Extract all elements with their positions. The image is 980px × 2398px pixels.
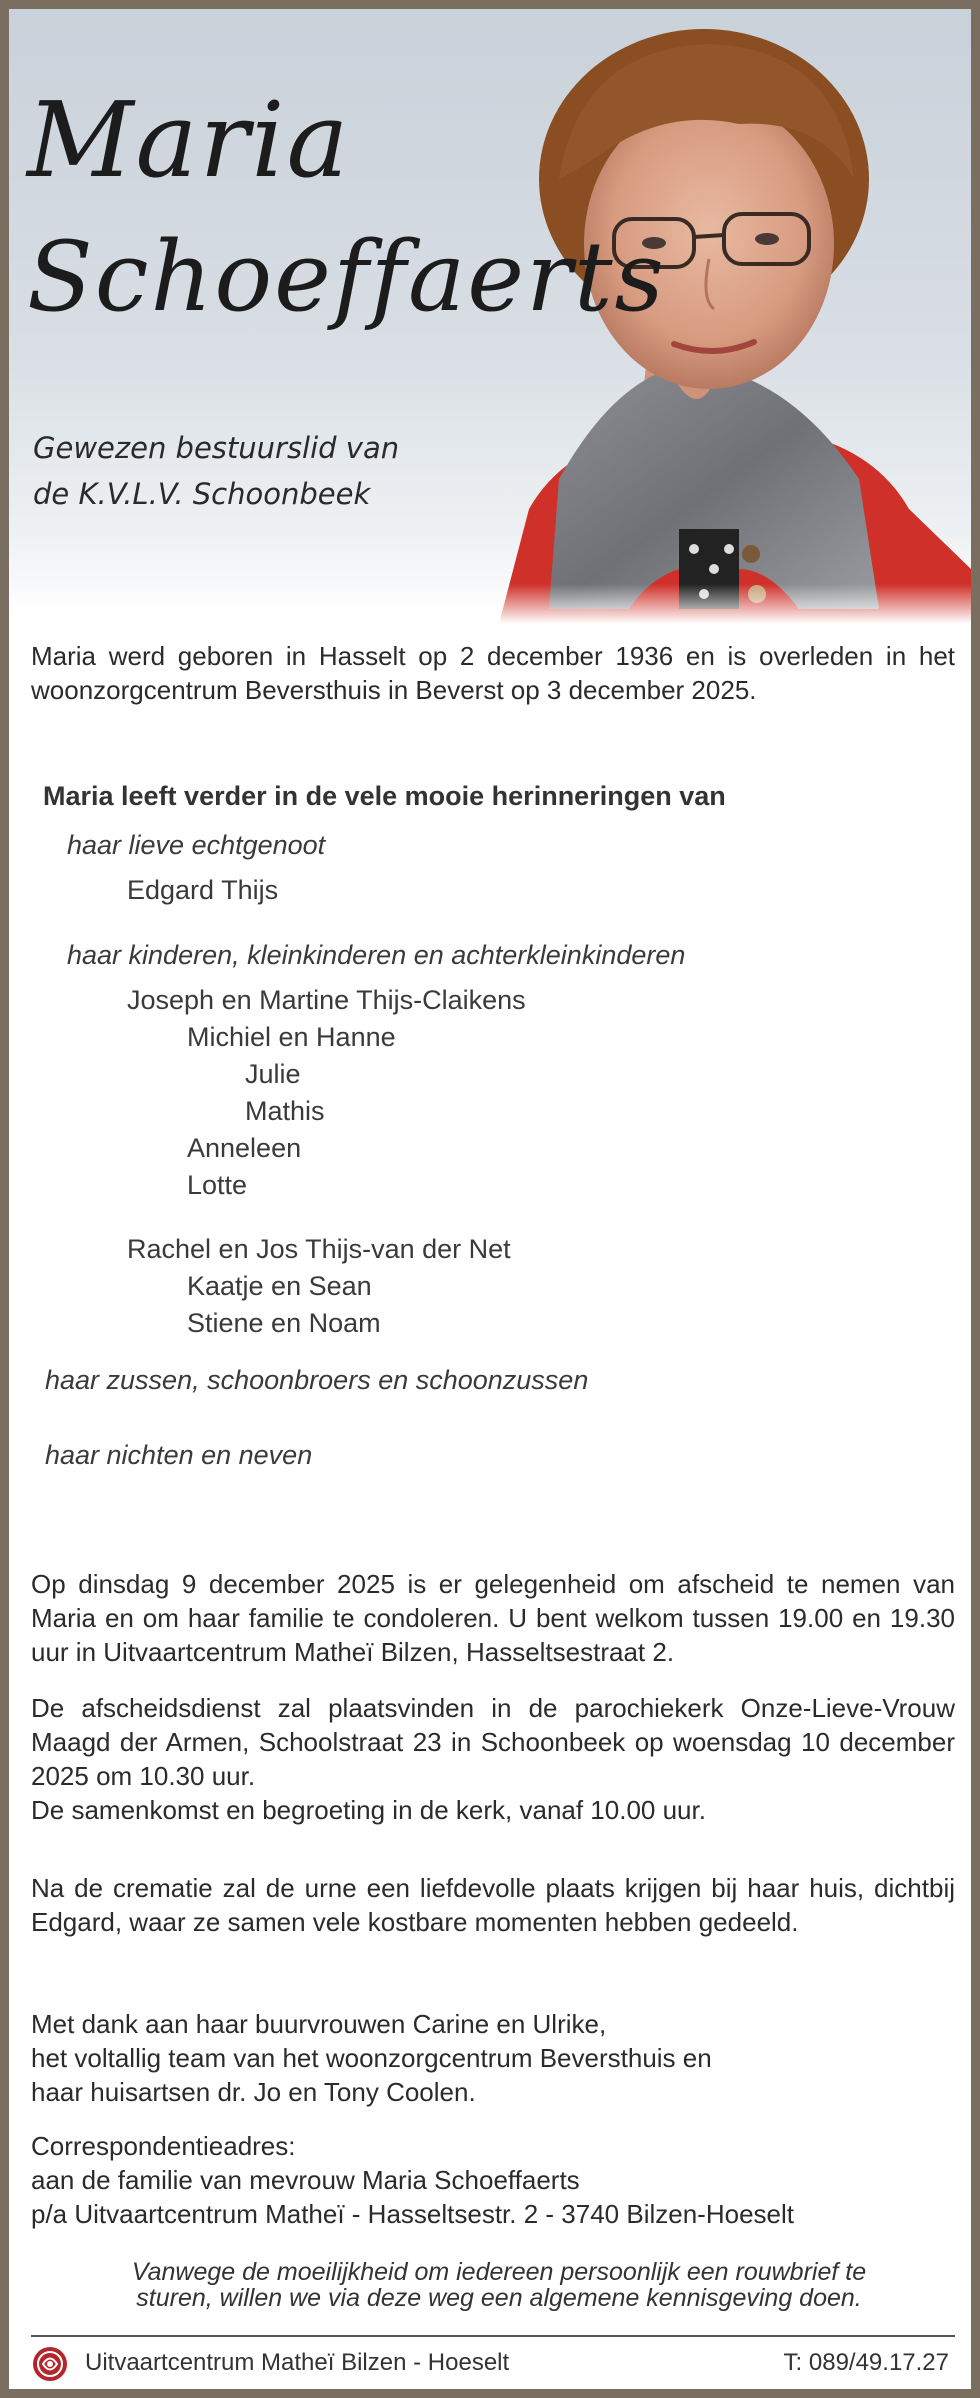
relation-label: haar zussen, schoonbroers en schoonzussen	[45, 1365, 589, 1395]
family-member: Michiel en Hanne	[187, 1022, 396, 1052]
correspondence-block	[31, 2129, 955, 2231]
family-member: Mathis	[245, 1096, 325, 1126]
obituary-card	[9, 9, 971, 2389]
subtitle-line: Gewezen bestuurslid van	[33, 431, 400, 465]
notice-line: sturen, willen we via deze weg een algemene kennisgeving doen.	[136, 2284, 862, 2312]
thanks-line: Met dank aan haar buurvrouwen Carine en Ulrike,	[31, 2009, 607, 2039]
notice-line: Vanwege de moeilijkheid om iedereen persoonlijk een rouwbrief te	[131, 2258, 867, 2286]
family-member: Kaatje en Sean	[187, 1271, 372, 1301]
header-banner	[9, 9, 971, 624]
first-name: Maria	[27, 79, 351, 201]
family-member: Anneleen	[187, 1133, 302, 1163]
banner-fade	[9, 584, 971, 624]
relation-label: haar nichten en neven	[45, 1440, 313, 1470]
family-member: Lotte	[187, 1170, 248, 1200]
thanks-line: het voltallig team van het woonzorgcentrum Beversthuis en	[31, 2043, 712, 2073]
subtitle-line: de K.V.L.V. Schoonbeek	[33, 477, 371, 511]
funeral-home-logo-icon	[31, 2345, 69, 2383]
gathering-text: De samenkomst en begroeting in de kerk, vanaf 10.00 uur.	[31, 1795, 706, 1825]
intro-text: Maria werd geboren in Hasselt op 2 december 1936 en is overleden in het woonzorgcentrum Beversthuis in Beverst op 3 december 2025.	[31, 641, 955, 705]
family-member: Stiene en Noam	[187, 1308, 381, 1338]
thanks-block	[31, 2007, 955, 2109]
cremation-paragraph: Na de crematie zal de urne een liefdevolle plaats krijgen bij haar huis, dichtbij Edgard, waar ze samen vele kostbare momenten hebben gedeeld.	[31, 1873, 955, 1937]
funeral-home-phone: T: 089/49.17.27	[783, 2349, 949, 2376]
farewell-paragraph: Op dinsdag 9 december 2025 is er gelegenheid om afscheid te nemen van Maria en om haar familie te condoleren. U bent welkom tussen 19.00 en 19.30 uur in Uitvaartcentrum Matheï Bilzen, Hasseltsestraat 2.	[31, 1569, 955, 1667]
relation-label: haar kinderen, kleinkinderen en achterkleinkinderen	[67, 940, 686, 970]
family-member: Rachel en Jos Thijs-van der Net	[127, 1234, 511, 1264]
thanks-line: haar huisartsen dr. Jo en Tony Coolen.	[31, 2077, 476, 2107]
general-notice	[49, 2259, 949, 2311]
last-name: Schoeffaerts	[27, 221, 666, 333]
correspondence-line: p/a Uitvaartcentrum Matheï - Hasseltsestr. 2 - 3740 Bilzen-Hoeselt	[31, 2199, 794, 2229]
service-paragraph: De afscheidsdienst zal plaatsvinden in de parochiekerk Onze-Lieve-Vrouw Maagd der Armen, Schoolstraat 23 in Schoonbeek op woensdag 10 december 2025 om 10.30 uur.	[31, 1693, 955, 1791]
family-member: Julie	[245, 1059, 301, 1089]
correspondence-line: aan de familie van mevrouw Maria Schoeffaerts	[31, 2165, 580, 2195]
correspondence-label: Correspondentieadres:	[31, 2131, 296, 2161]
subtitle	[33, 425, 453, 517]
funeral-home-name: Uitvaartcentrum Matheï Bilzen - Hoeselt	[85, 2349, 510, 2376]
family-member: Edgard Thijs	[127, 875, 279, 905]
relation-label: haar lieve echtgenoot	[67, 830, 326, 860]
footer-divider	[31, 2335, 955, 2337]
memories-heading: Maria leeft verder in de vele mooie herinneringen van	[43, 781, 726, 811]
family-member: Joseph en Martine Thijs-Claikens	[127, 985, 526, 1015]
